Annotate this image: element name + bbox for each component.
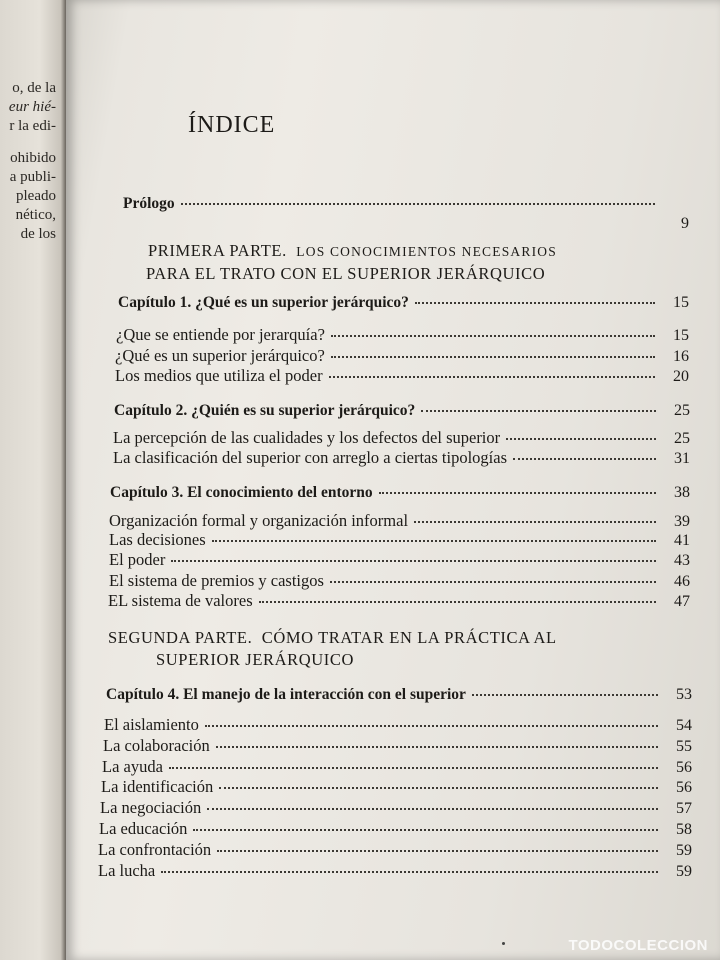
leader-dots — [193, 829, 658, 831]
toc-entry-title: La educación — [99, 819, 188, 838]
toc-entry-prologo — [123, 195, 689, 232]
toc-entry-section — [115, 366, 689, 386]
toc-entry-section — [101, 777, 692, 797]
toc-entry-title: La colaboración — [103, 736, 210, 755]
toc-entry-title: La clasificación del superior con arreglo a ciertas tipologías — [113, 448, 508, 467]
toc-entry-title: La confrontación — [98, 840, 212, 859]
toc-entry-title: La lucha — [98, 861, 156, 880]
toc-entry-page: 25 — [674, 430, 690, 447]
leader-dots — [421, 410, 656, 412]
toc-entry-section — [109, 571, 690, 591]
toc-entry-page: 57 — [676, 800, 692, 817]
toc-entry-page: 59 — [676, 842, 692, 859]
toc-entry-page: 31 — [674, 450, 690, 467]
leader-dots — [331, 356, 655, 358]
leader-dots — [205, 725, 658, 727]
index-page — [66, 0, 720, 960]
toc-entry-page: 54 — [676, 717, 692, 734]
leader-dots — [216, 746, 658, 748]
toc-entry-title: Organización formal y organización informal — [109, 511, 409, 530]
toc-entry-page: 15 — [673, 327, 689, 344]
leader-dots — [379, 492, 656, 494]
toc-entry-section — [113, 428, 690, 448]
toc-entry-title: Capítulo 2. ¿Quién es su superior jerárquico? — [114, 402, 416, 419]
part-label: SEGUNDA PARTE. — [108, 628, 253, 647]
toc-entry-page: 43 — [674, 552, 690, 569]
left-page-text-fragment: de los — [20, 226, 56, 242]
leader-dots — [207, 808, 658, 810]
toc-entry-title: El sistema de premios y castigos — [109, 571, 324, 590]
toc-entry-chapter-1 — [118, 294, 689, 312]
part-heading-2 — [108, 627, 557, 671]
toc-entry-title: Capítulo 1. ¿Qué es un superior jerárquico? — [118, 294, 409, 311]
toc-entry-title: Las decisiones — [109, 530, 206, 549]
toc-entry-section — [113, 448, 690, 468]
leader-dots — [171, 560, 656, 562]
toc-entry-page: 38 — [674, 484, 690, 501]
toc-entry-page: 9 — [681, 215, 689, 232]
toc-entry-title: ¿Que se entiende por jerarquía? — [116, 325, 325, 344]
toc-entry-title: Los medios que utiliza el poder — [115, 366, 323, 385]
toc-entry-section — [103, 736, 692, 756]
leader-dots — [506, 438, 656, 440]
toc-entry-title: La percepción de las cualidades y los defectos del superior — [113, 428, 501, 447]
toc-entry-page: 47 — [674, 593, 690, 610]
toc-entry-title: ¿Qué es un superior jerárquico? — [115, 346, 325, 365]
toc-entry-title: El poder — [109, 550, 166, 569]
toc-entry-title: La negociación — [100, 798, 202, 817]
toc-entry-page: 15 — [673, 294, 689, 311]
toc-entry-page: 53 — [676, 686, 692, 703]
left-page-text-fragment: ohibido — [10, 150, 56, 166]
leader-dots — [414, 521, 656, 523]
part-title: CÓMO TRATAR EN LA PRÁCTICA AL — [261, 628, 557, 647]
leader-dots — [415, 302, 655, 304]
toc-entry-section — [100, 798, 692, 818]
left-page-text-fragment: eur hié- — [8, 99, 56, 115]
toc-entry-chapter-3 — [110, 484, 690, 502]
part-heading-1 — [148, 240, 557, 285]
toc-entry-section — [109, 550, 690, 570]
toc-entry-title: La ayuda — [102, 757, 163, 776]
toc-entry-page: 56 — [676, 779, 692, 796]
toc-entry-title: Capítulo 3. El conocimiento del entorno — [110, 484, 373, 501]
toc-entry-section — [104, 715, 692, 735]
leader-dots — [161, 871, 658, 873]
toc-entry-page: 20 — [673, 368, 689, 385]
toc-entry-section — [102, 757, 692, 777]
left-page-text-fragment: r la edi- — [9, 118, 56, 134]
toc-entry-page: 55 — [676, 738, 692, 755]
toc-entry-title: Prólogo — [123, 195, 175, 212]
part-title-line2: PARA EL TRATO CON EL SUPERIOR JERÁRQUICO — [146, 264, 546, 283]
toc-entry-page: 41 — [674, 532, 690, 549]
toc-entry-title: Capítulo 4. El manejo de la interacción con el superior — [106, 686, 466, 703]
toc-entry-section — [99, 819, 692, 839]
leader-dots — [217, 850, 658, 852]
part-label: PRIMERA PARTE. — [148, 241, 287, 260]
toc-entry-section — [98, 840, 692, 860]
leader-dots — [331, 335, 655, 337]
left-page-edge — [0, 0, 66, 960]
toc-entry-title: EL sistema de valores — [108, 591, 253, 610]
toc-entry-section — [109, 530, 690, 550]
toc-entry-section — [109, 511, 690, 531]
leader-dots — [259, 601, 656, 603]
left-page-text-fragment: o, de la — [12, 80, 56, 96]
leader-dots — [513, 458, 656, 460]
toc-entry-section — [108, 591, 690, 611]
toc-entry-page: 59 — [676, 863, 692, 880]
part-title-line2: SUPERIOR JERÁRQUICO — [156, 650, 354, 669]
leader-dots — [169, 767, 658, 769]
leader-dots — [181, 203, 655, 205]
toc-entry-page: 16 — [673, 348, 689, 365]
print-speck — [502, 942, 505, 945]
toc-entry-page: 58 — [676, 821, 692, 838]
toc-entry-section — [98, 861, 692, 881]
toc-entry-page: 56 — [676, 759, 692, 776]
leader-dots — [330, 581, 656, 583]
toc-entry-page: 25 — [674, 402, 690, 419]
leader-dots — [212, 540, 656, 542]
toc-entry-title: El aislamiento — [104, 715, 199, 734]
page-title: ÍNDICE — [188, 112, 276, 138]
toc-entry-section — [115, 346, 689, 366]
toc-entry-section — [116, 325, 689, 345]
toc-entry-chapter-2 — [114, 402, 690, 420]
leader-dots — [329, 376, 655, 378]
left-page-text-fragment: a publi- — [9, 169, 56, 185]
watermark: TODOCOLECCION — [568, 937, 708, 954]
left-page-text-fragment: nético, — [15, 207, 56, 223]
toc-entry-title: La identificación — [101, 777, 214, 796]
toc-entry-chapter-4 — [106, 686, 692, 704]
toc-entry-page: 39 — [674, 513, 690, 530]
left-page-text-fragment: pleado — [16, 188, 56, 204]
part-title: LOS CONOCIMIENTOS NECESARIOS — [296, 244, 557, 259]
leader-dots — [219, 787, 658, 789]
leader-dots — [472, 694, 658, 696]
toc-entry-page: 46 — [674, 573, 690, 590]
